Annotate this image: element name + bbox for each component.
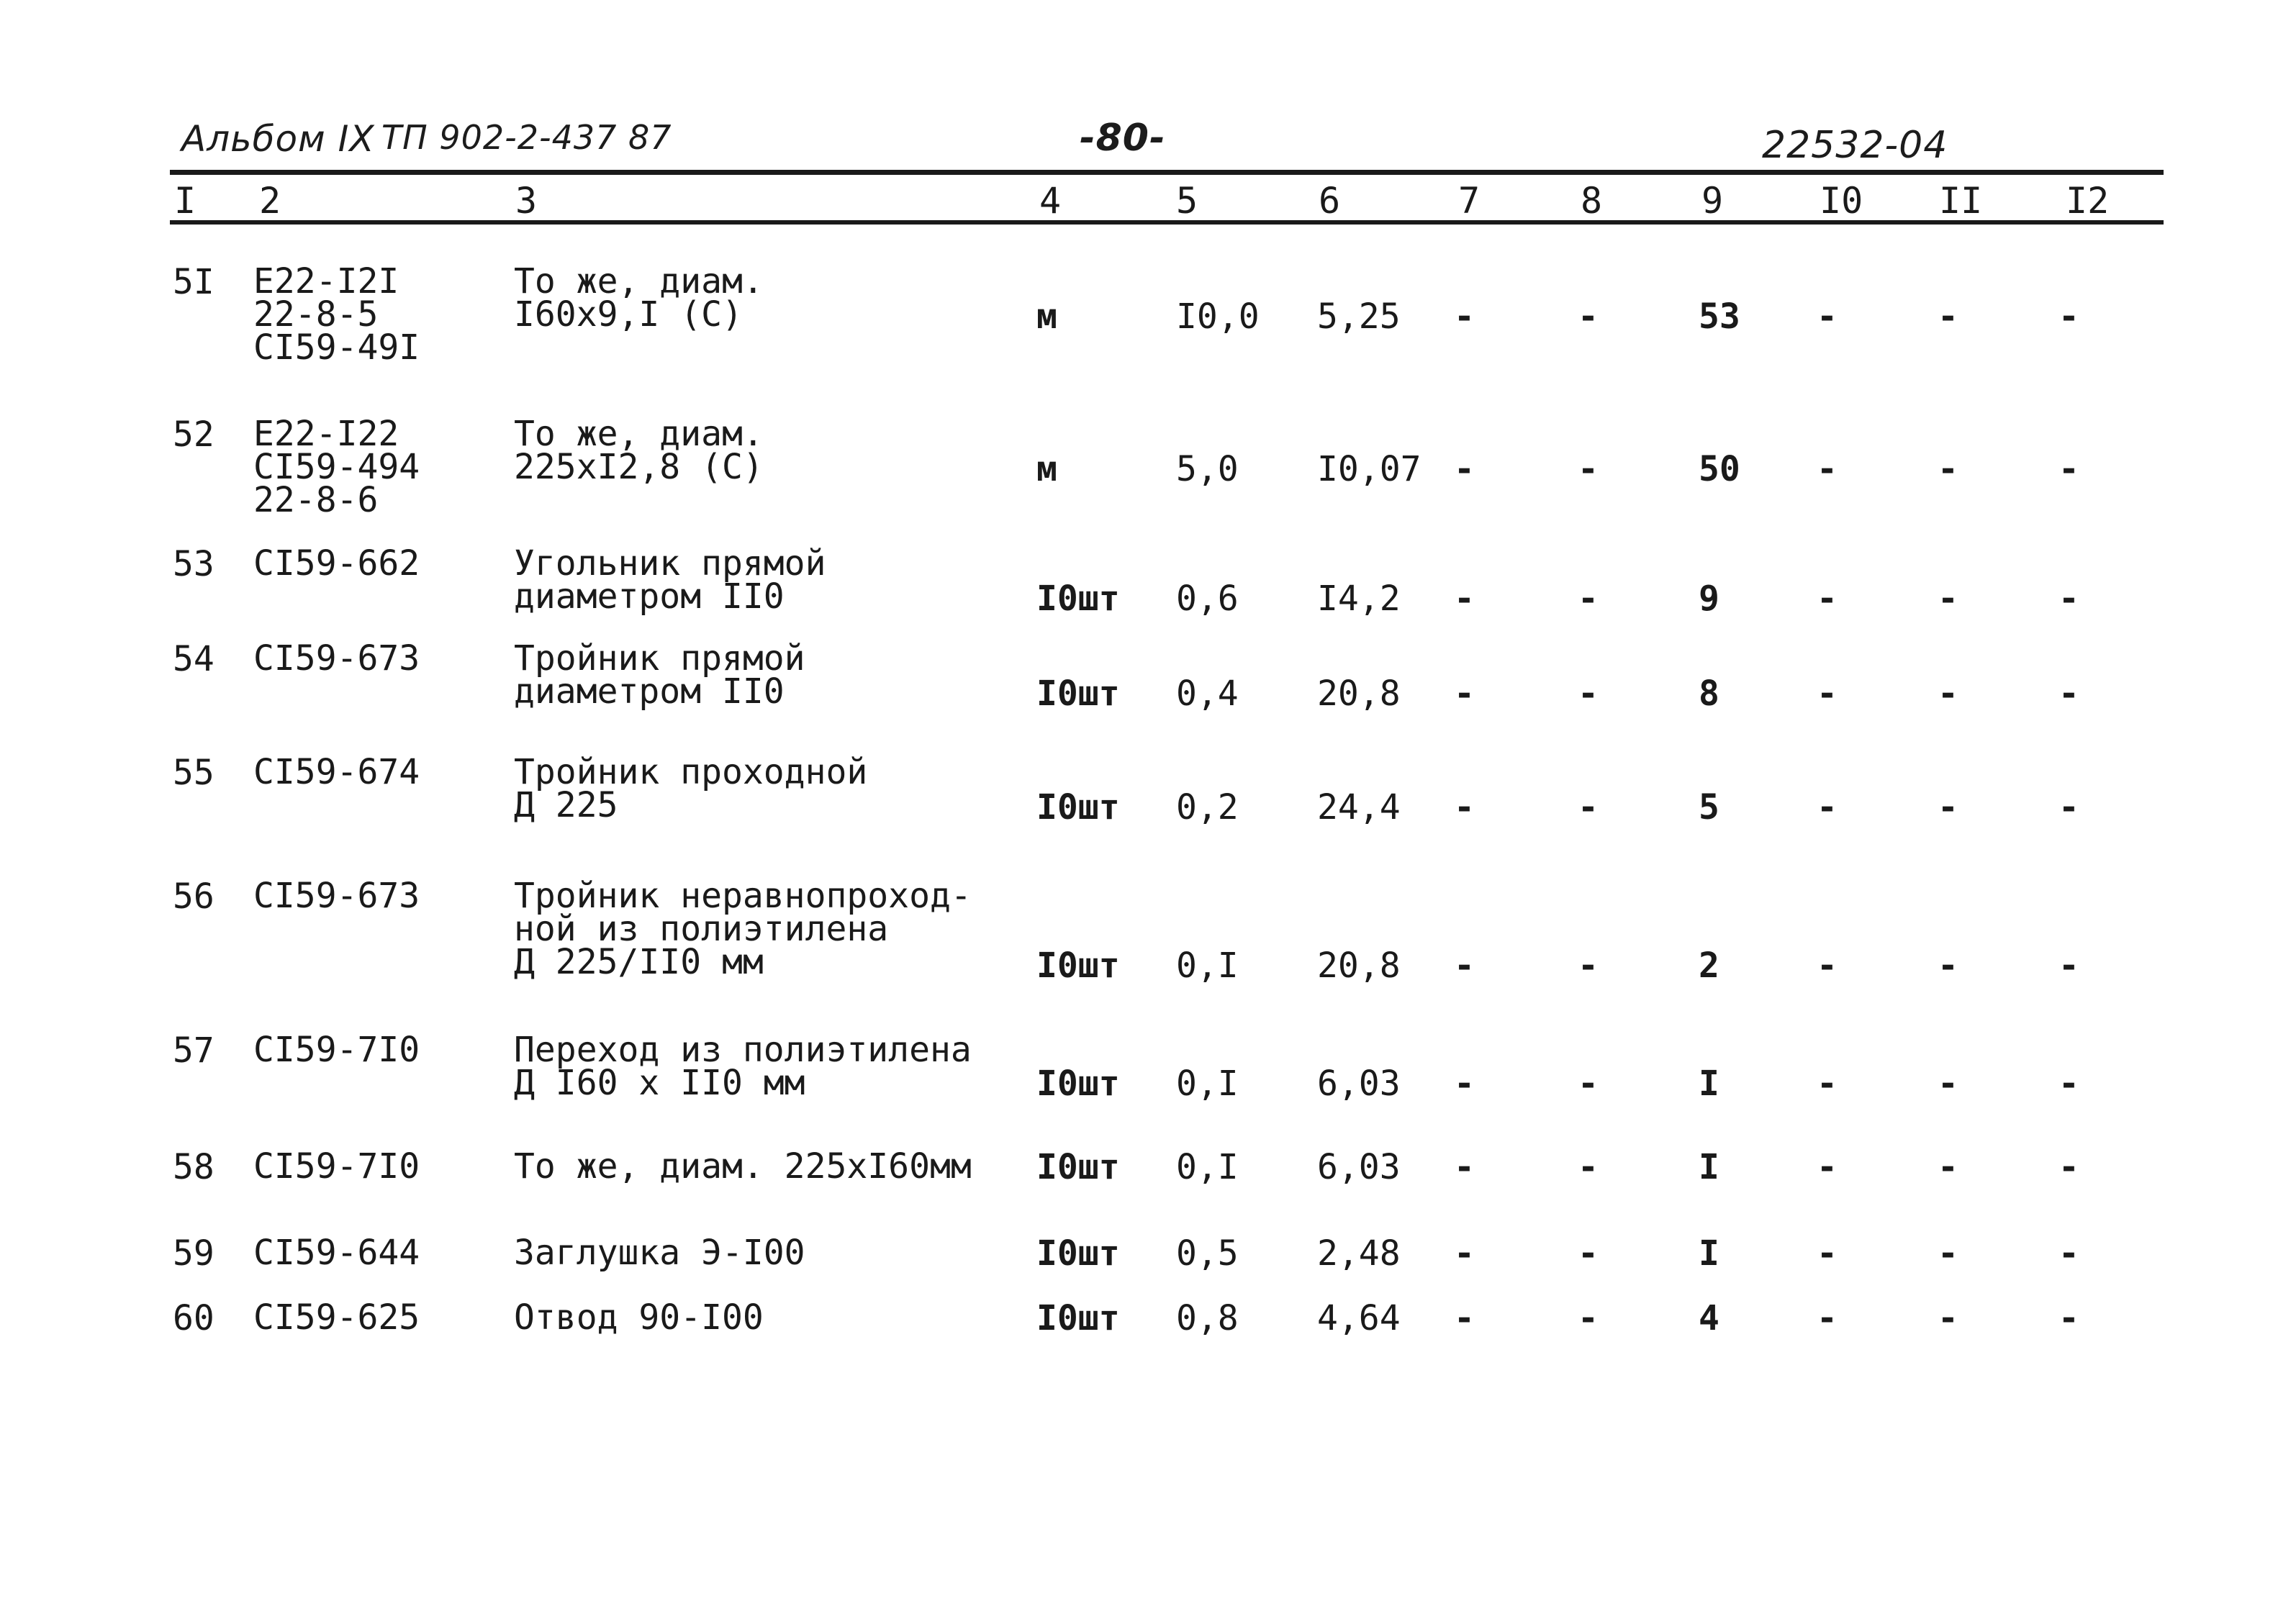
row-number: 54 xyxy=(173,639,214,679)
price: 24,4 xyxy=(1317,787,1401,828)
header-top-rule xyxy=(170,170,2164,175)
col-9: 2 xyxy=(1699,946,1719,986)
col-8: - xyxy=(1578,1298,1599,1338)
col-10: - xyxy=(1817,449,1838,489)
col-11: - xyxy=(1938,674,1958,714)
col-12: - xyxy=(2058,1298,2079,1338)
col-7: - xyxy=(1454,1147,1475,1187)
col-7: - xyxy=(1454,449,1475,489)
position-code: CI59-673 xyxy=(253,638,420,679)
item-name: Угольник прямой диаметром II0 xyxy=(514,543,826,617)
position-code: CI59-7I0 xyxy=(253,1146,420,1187)
row-number: 53 xyxy=(173,544,214,584)
col-7: - xyxy=(1454,296,1475,337)
col-12: - xyxy=(2058,1064,2079,1104)
price: I4,2 xyxy=(1317,579,1401,619)
col-8: - xyxy=(1578,787,1599,828)
row-number: 55 xyxy=(173,753,214,793)
price: 4,64 xyxy=(1317,1298,1401,1338)
col-8: - xyxy=(1578,1233,1599,1274)
unit: I0шт xyxy=(1036,1233,1120,1274)
col-9: 9 xyxy=(1699,579,1719,619)
col-9: 8 xyxy=(1699,674,1719,714)
unit: м xyxy=(1036,296,1057,337)
col-11: - xyxy=(1938,1298,1958,1338)
position-code: CI59-674 xyxy=(253,752,420,792)
unit: I0шт xyxy=(1036,674,1120,714)
project-code: ТП 902-2-437 87 xyxy=(381,118,672,157)
item-name: То же, диам. 225xI60мм xyxy=(514,1146,972,1187)
price: I0,07 xyxy=(1317,449,1422,489)
col-9: 53 xyxy=(1699,296,1740,337)
column-number: 8 xyxy=(1581,180,1603,222)
price: 20,8 xyxy=(1317,674,1401,714)
price: 6,03 xyxy=(1317,1064,1401,1104)
quantity: 0,6 xyxy=(1176,579,1239,619)
item-name: Тройник прямой диаметром II0 xyxy=(514,638,805,712)
column-number: I0 xyxy=(1820,180,1863,222)
row-number: 57 xyxy=(173,1030,214,1071)
column-number: I2 xyxy=(2066,180,2110,222)
column-number: 4 xyxy=(1039,180,1062,222)
col-11: - xyxy=(1938,1064,1958,1104)
document-number: 22532-04 xyxy=(1762,124,1948,167)
position-code: CI59-673 xyxy=(253,876,420,916)
column-number: 6 xyxy=(1319,180,1341,222)
column-number: 2 xyxy=(259,180,281,222)
col-10: - xyxy=(1817,1147,1838,1187)
col-11: - xyxy=(1938,296,1958,337)
price: 5,25 xyxy=(1317,296,1401,337)
col-12: - xyxy=(2058,449,2079,489)
column-number: 9 xyxy=(1701,180,1724,222)
quantity: 0,I xyxy=(1176,946,1239,986)
item-name: Тройник неравнопроход- ной из полиэтилена Д 225/II0 мм xyxy=(514,876,972,982)
col-8: - xyxy=(1578,1064,1599,1104)
column-number: 7 xyxy=(1458,180,1481,222)
unit: I0шт xyxy=(1036,1064,1120,1104)
quantity: 0,I xyxy=(1176,1064,1239,1104)
col-11: - xyxy=(1938,449,1958,489)
col-12: - xyxy=(2058,579,2079,619)
unit: I0шт xyxy=(1036,579,1120,619)
row-number: 5I xyxy=(173,262,214,302)
col-7: - xyxy=(1454,787,1475,828)
col-9: I xyxy=(1699,1233,1719,1274)
col-12: - xyxy=(2058,1233,2079,1274)
col-9: I xyxy=(1699,1147,1719,1187)
item-name: То же, диам. 225xI2,8 (C) xyxy=(514,414,764,487)
col-7: - xyxy=(1454,1298,1475,1338)
column-number: 3 xyxy=(515,180,538,222)
col-7: - xyxy=(1454,946,1475,986)
unit: I0шт xyxy=(1036,1147,1120,1187)
quantity: 0,4 xyxy=(1176,674,1239,714)
page-number: -80- xyxy=(1080,117,1166,160)
quantity: 0,5 xyxy=(1176,1233,1239,1274)
col-12: - xyxy=(2058,946,2079,986)
col-12: - xyxy=(2058,674,2079,714)
col-10: - xyxy=(1817,1064,1838,1104)
col-11: - xyxy=(1938,946,1958,986)
row-number: 59 xyxy=(173,1233,214,1274)
position-code: E22-I2I 22-8-5 CI59-49I xyxy=(253,261,420,368)
col-7: - xyxy=(1454,674,1475,714)
col-8: - xyxy=(1578,946,1599,986)
col-10: - xyxy=(1817,296,1838,337)
position-code: CI59-644 xyxy=(253,1233,420,1273)
price: 2,48 xyxy=(1317,1233,1401,1274)
quantity: 5,0 xyxy=(1176,449,1239,489)
col-8: - xyxy=(1578,449,1599,489)
col-12: - xyxy=(2058,1147,2079,1187)
quantity: 0,8 xyxy=(1176,1298,1239,1338)
col-8: - xyxy=(1578,674,1599,714)
row-number: 60 xyxy=(173,1298,214,1338)
col-10: - xyxy=(1817,1233,1838,1274)
item-name: Тройник проходной Д 225 xyxy=(514,752,868,825)
col-7: - xyxy=(1454,579,1475,619)
unit: I0шт xyxy=(1036,946,1120,986)
col-11: - xyxy=(1938,1147,1958,1187)
col-12: - xyxy=(2058,296,2079,337)
album-label: Альбом IX xyxy=(181,118,375,160)
position-code: E22-I22 CI59-494 22-8-6 xyxy=(253,414,420,520)
column-number: I xyxy=(174,180,196,222)
item-name: Отвод 90-I00 xyxy=(514,1297,764,1338)
column-number: II xyxy=(1939,180,1983,222)
col-8: - xyxy=(1578,1147,1599,1187)
col-11: - xyxy=(1938,1233,1958,1274)
col-7: - xyxy=(1454,1233,1475,1274)
position-code: CI59-7I0 xyxy=(253,1030,420,1070)
unit: I0шт xyxy=(1036,787,1120,828)
col-9: 5 xyxy=(1699,787,1719,828)
col-10: - xyxy=(1817,674,1838,714)
quantity: 0,2 xyxy=(1176,787,1239,828)
row-number: 58 xyxy=(173,1147,214,1187)
unit: м xyxy=(1036,449,1057,489)
col-9: I xyxy=(1699,1064,1719,1104)
col-8: - xyxy=(1578,296,1599,337)
item-name: Переход из полиэтилена Д I60 x II0 мм xyxy=(514,1030,972,1103)
col-8: - xyxy=(1578,579,1599,619)
col-11: - xyxy=(1938,579,1958,619)
col-7: - xyxy=(1454,1064,1475,1104)
header-bottom-rule xyxy=(170,220,2164,225)
col-10: - xyxy=(1817,946,1838,986)
col-11: - xyxy=(1938,787,1958,828)
row-number: 52 xyxy=(173,414,214,455)
item-name: То же, диам. I60x9,I (C) xyxy=(514,261,764,335)
col-10: - xyxy=(1817,579,1838,619)
quantity: 0,I xyxy=(1176,1147,1239,1187)
position-code: CI59-662 xyxy=(253,543,420,584)
col-9: 4 xyxy=(1699,1298,1719,1338)
price: 20,8 xyxy=(1317,946,1401,986)
row-number: 56 xyxy=(173,876,214,917)
col-10: - xyxy=(1817,787,1838,828)
item-name: Заглушка Э-I00 xyxy=(514,1233,805,1273)
col-10: - xyxy=(1817,1298,1838,1338)
unit: I0шт xyxy=(1036,1298,1120,1338)
col-12: - xyxy=(2058,787,2079,828)
price: 6,03 xyxy=(1317,1147,1401,1187)
quantity: I0,0 xyxy=(1176,296,1260,337)
col-9: 50 xyxy=(1699,449,1740,489)
position-code: CI59-625 xyxy=(253,1297,420,1338)
column-number: 5 xyxy=(1176,180,1198,222)
